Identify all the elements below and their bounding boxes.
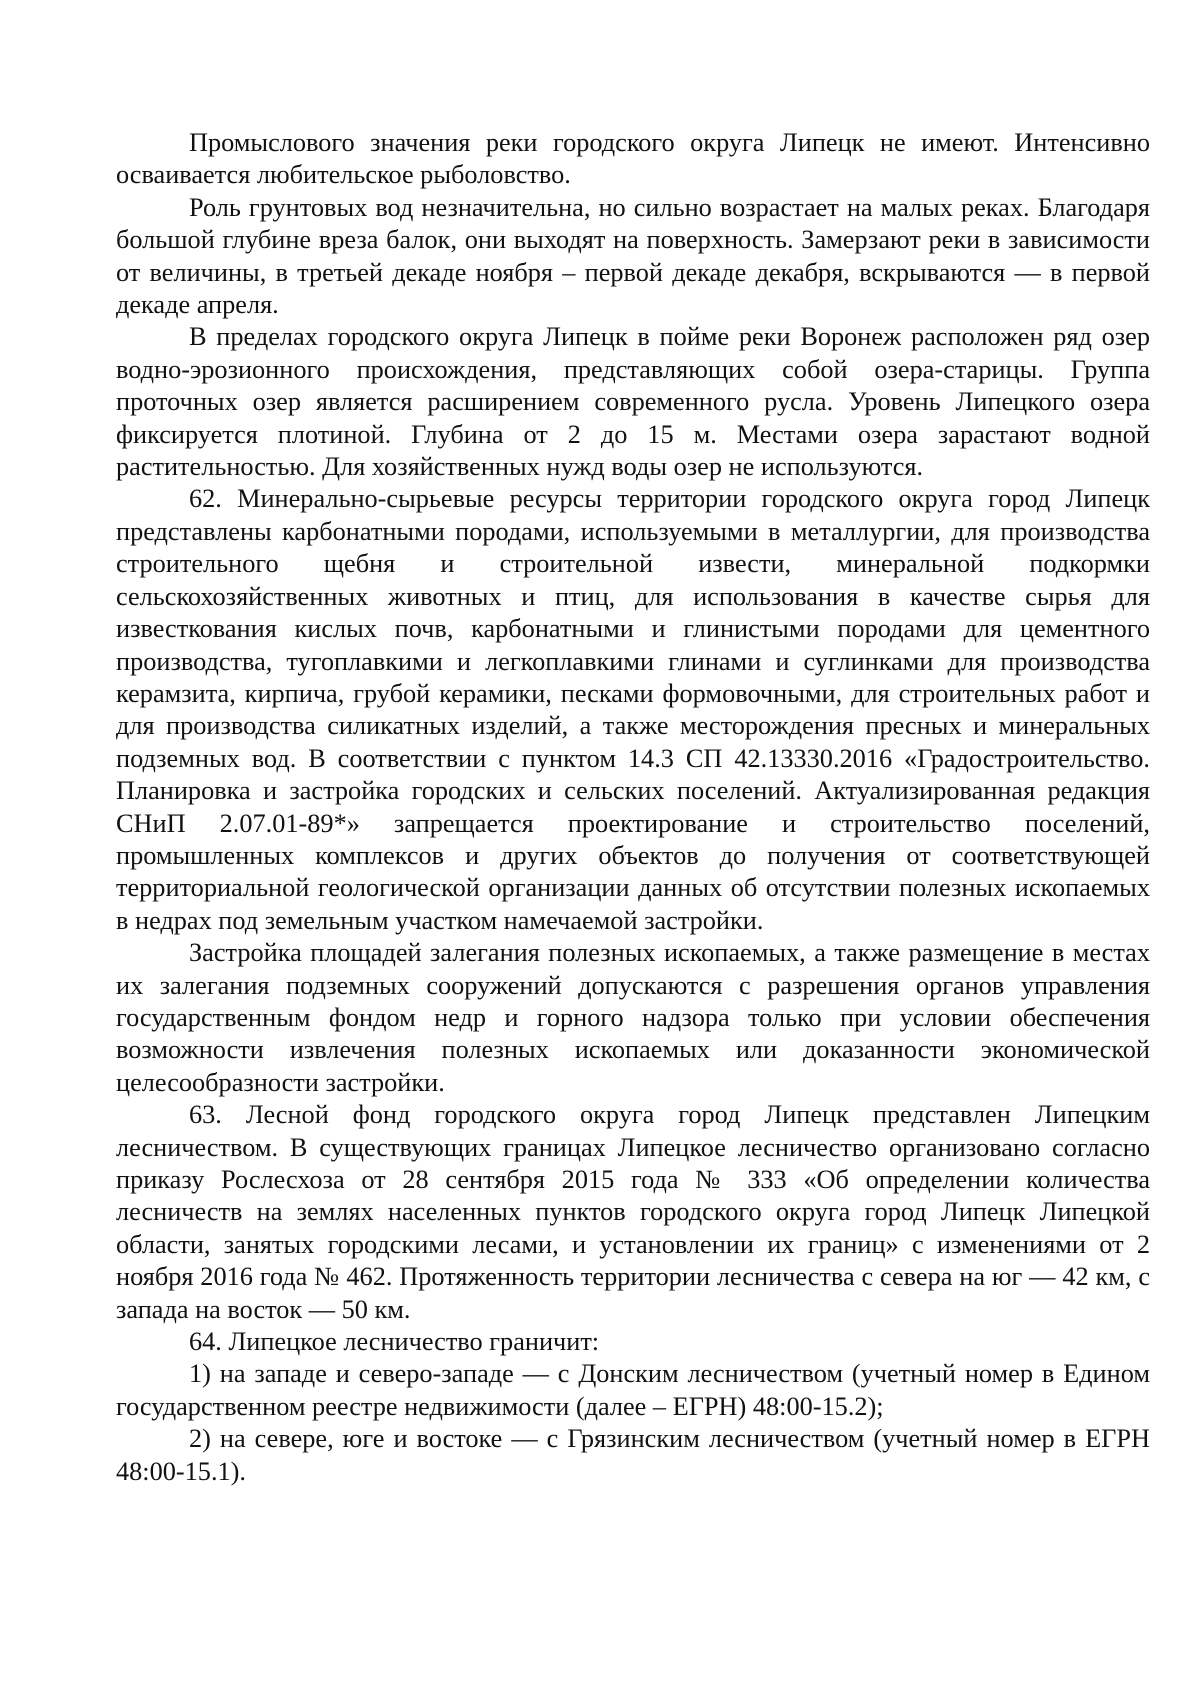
- paragraph-62-mineral-resources: 62. Минерально-сырьевые ресурсы территории городского округа город Липецк представлены карбонатными породами, используемыми в металлургии, для производства строительного щебня и строительной извести, минеральной подкормки сельскохозяйственных животных и птиц, для использования в качестве сырья для известкования кислых почв, карбонатными и глинистыми породами для цементного производства, тугоплавкими и легкоплавкими глинами и суглинками для производства керамзита, кирпича, грубой керамики, песками формовочными, для строительных работ и для производства силикатных изделий, а также месторождения пресных и минеральных подземных вод. В соответствии с пунктом 14.3 СП 42.13330.2016 «Градостроительство. Планировка и застройка городских и сельских поселений. Актуализированная редакция СНиП 2.07.01-89*» запрещается проектирование и строительство поселений, промышленных комплексов и других объектов до получения от соответствующей территориальной геологической организации данных об отсутствии полезных ископаемых в недрах под земельным участком намечаемой застройки.: [116, 484, 1150, 935]
- paragraph-mineral-development: Застройка площадей залегания полезных ископаемых, а также размещение в местах их залегания подземных сооружений допускаются с разрешения органов управления государственным фондом недр и горного надзора только при условии обеспечения возможности извлечения полезных ископаемых или доказанности экономической целесообразности застройки.: [116, 938, 1150, 1097]
- list-item-border-west: 1) на западе и северо-западе — с Донским лесничеством (учетный номер в Едином государственном реестре недвижимости (далее – ЕГРН) 48:00-15.2);: [116, 1359, 1150, 1421]
- paragraph-63-forest-fund: 63. Лесной фонд городского округа город Липецк представлен Липецким лесничеством. В существующих границах Липецкое лесничество организовано согласно приказу Рослесхоза от 28 сентября 2015 года № 333 «Об определении количества лесничеств на землях населенных пунктов городского округа город Липецк Липецкой области, занятых городскими лесами, и установлении их границ» с изменениями от 2 ноября 2016 года № 462. Протяженность территории лесничества с севера на юг — 42 км, с запада на восток — 50 км.: [116, 1100, 1150, 1324]
- paragraph-groundwater: Роль грунтовых вод незначительна, но сильно возрастает на малых реках. Благодаря большой глубине вреза балок, они выходят на поверхность. Замерзают реки в зависимости от величины, в третьей декаде ноября – первой декаде декабря, вскрываются — в первой декаде апреля.: [116, 192, 1150, 320]
- list-item-border-north-south-east: 2) на севере, юге и востоке — с Грязинским лесничеством (учетный номер в ЕГРН 48:00-15.1).: [116, 1424, 1150, 1486]
- paragraph-64-borders: 64. Липецкое лесничество граничит:: [189, 1327, 600, 1357]
- paragraph-lakes: В пределах городского округа Липецк в пойме реки Воронеж расположен ряд озер водно-эрозионного происхождения, представляющих собой озера-старицы. Группа проточных озер является расширением современного русла. Уровень Липецкого озера фиксируется плотиной. Глубина от 2 до 15 м. Местами озера зарастают водной растительностью. Для хозяйственных нужд воды озер не используются.: [116, 322, 1150, 482]
- paragraph-fishing: Промыслового значения реки городского округа Липецк не имеют. Интенсивно осваивается любительское рыболовство.: [116, 128, 1150, 190]
- document-page: [116, 127, 1150, 1488]
